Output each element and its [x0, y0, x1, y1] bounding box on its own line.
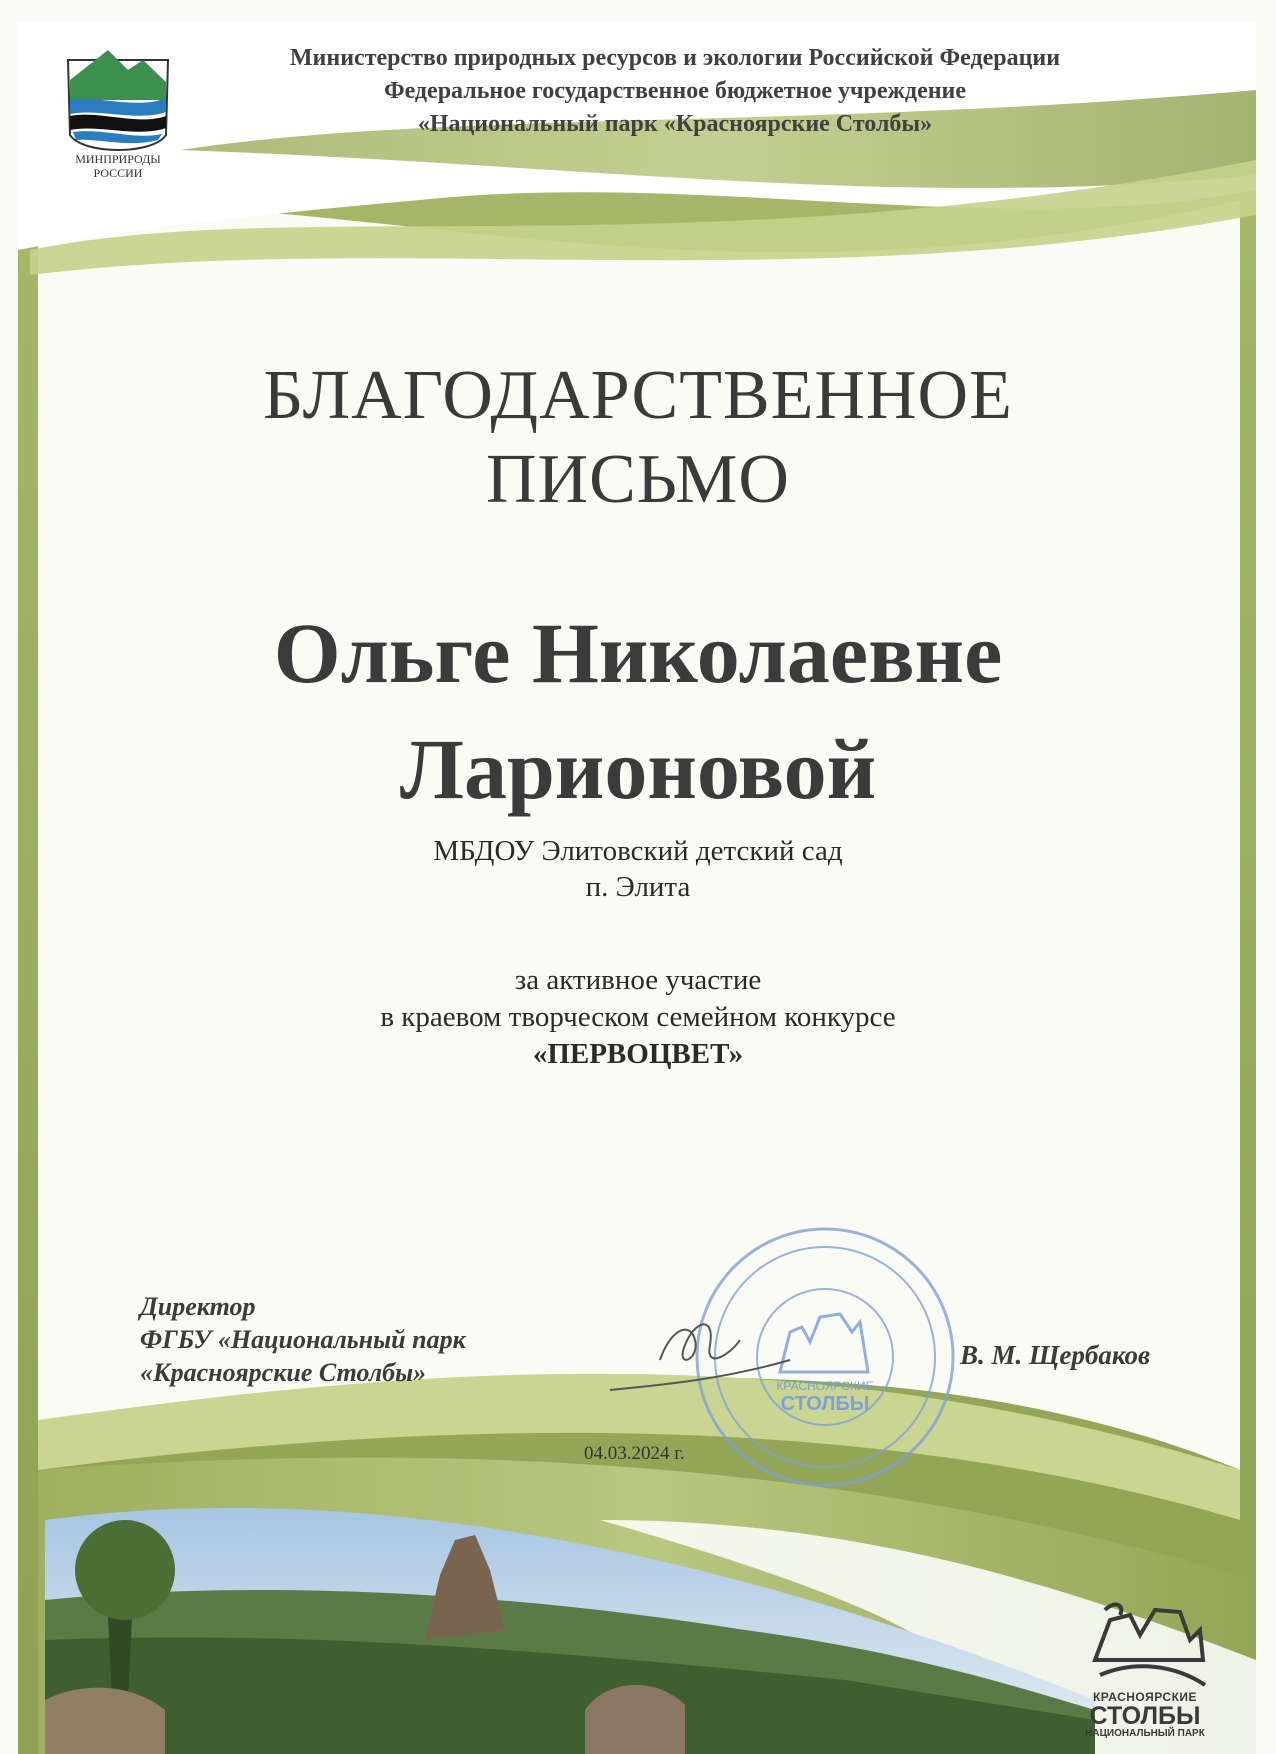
- issuer-header: [150, 42, 1200, 141]
- header-line-3: «Национальный парк «Красноярские Столбы»: [417, 111, 933, 137]
- director-title: [140, 1290, 600, 1389]
- ministry-logo-caption: [54, 152, 182, 180]
- signer-name: В. М. Щербаков: [960, 1340, 1151, 1370]
- park-logo-line-2: СТОЛБЫ: [1089, 1702, 1201, 1730]
- recipient-name-line-1: Ольге Николаевне: [273, 605, 1003, 701]
- handwritten-signature: [600, 1300, 800, 1410]
- director-line-1: Директор: [140, 1292, 256, 1321]
- reason-line-2: в краевом творческом семейном конкурсе: [380, 1001, 896, 1033]
- national-park-logo-icon: [1085, 1600, 1210, 1690]
- organization-line-1: МБДОУ Элитовский детский сад: [433, 835, 843, 867]
- issue-date: 04.03.2024 г.: [584, 1443, 685, 1464]
- park-logo-line-1: КРАСНОЯРСКИЕ: [1092, 1690, 1198, 1704]
- title-line-2: ПИСЬМО: [486, 441, 790, 518]
- contest-name: «ПЕРВОЦВЕТ»: [532, 1038, 744, 1070]
- stamp-logo-line-2: СТОЛБЫ: [780, 1393, 870, 1415]
- award-reason: [0, 962, 1276, 1073]
- title-line-1: БЛАГОДАРСТВЕННОЕ: [263, 357, 1013, 434]
- park-logo-line-3: НАЦИОНАЛЬНЫЙ ПАРК: [1085, 1728, 1205, 1739]
- stamp-logo-line-1: КРАСНОЯРСКИЕ: [776, 1379, 874, 1393]
- header-line-1: Министерство природных ресурсов и экологии Российской Федерации: [289, 45, 1061, 71]
- header-line-2: Федеральное государственное бюджетное учреждение: [383, 78, 967, 104]
- director-line-2: ФГБУ «Национальный парк: [140, 1325, 466, 1354]
- national-park-logo-text: [1070, 1690, 1220, 1739]
- reason-line-1: за активное участие: [514, 964, 762, 996]
- landscape-photo: [45, 1480, 1095, 1754]
- organization-line-2: п. Элита: [585, 871, 691, 903]
- recipient-organization: [0, 833, 1276, 905]
- logo-caption-line-2: РОССИИ: [93, 166, 143, 180]
- recipient-name: [0, 595, 1276, 827]
- recipient-name-line-2: Ларионовой: [399, 721, 877, 817]
- director-line-3: «Красноярские Столбы»: [140, 1358, 427, 1387]
- logo-caption-line-1: МИНПРИРОДЫ: [75, 152, 161, 166]
- document-title: [0, 354, 1276, 522]
